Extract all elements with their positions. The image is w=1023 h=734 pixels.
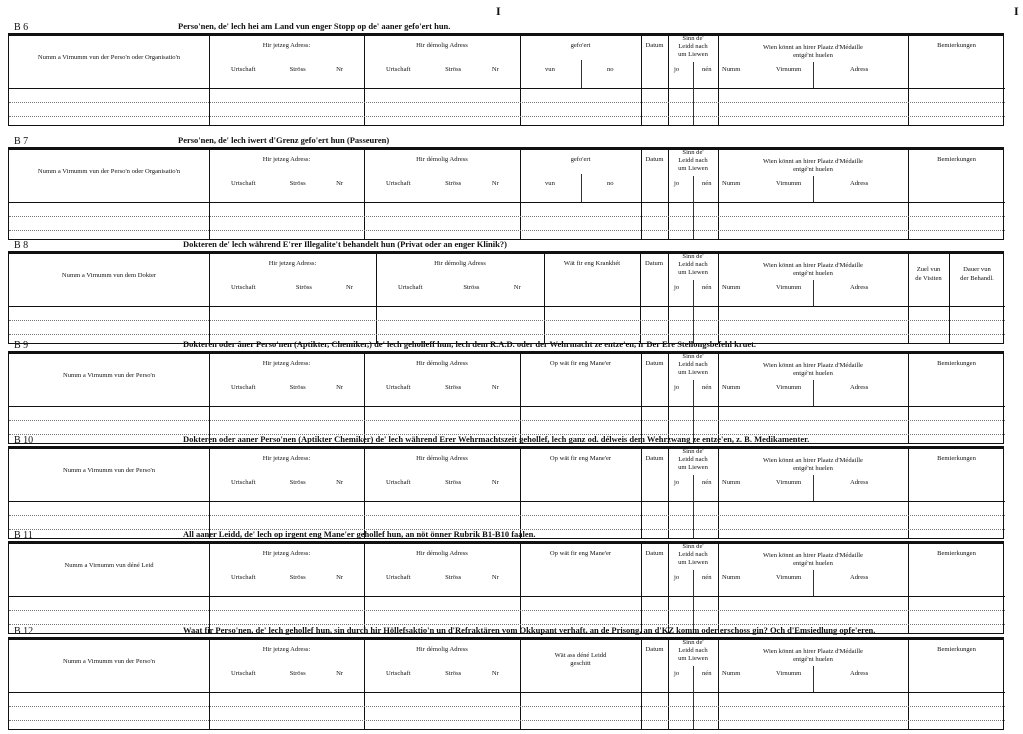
zuel-header: de Visiten	[915, 275, 942, 282]
urtschaft-label: Urtschaft	[231, 670, 256, 677]
urtschaft-label: Urtschaft	[231, 479, 256, 486]
vun-label: vun	[545, 180, 555, 187]
datum-header: Datum	[645, 42, 664, 49]
section-code: B 8	[14, 240, 29, 251]
sinn-header: um Liewen	[678, 559, 708, 566]
medaille-split	[813, 62, 814, 88]
sinn-header: Leidd nach	[678, 43, 708, 50]
no-label: no	[607, 66, 614, 73]
virnumm-label: Virnumm	[776, 670, 802, 677]
extra-header: Wät fir eng Krankhét	[563, 260, 621, 267]
zuel-header: Zuel vun	[916, 266, 941, 273]
address-group-header: Hir jetzeg Adress:	[262, 42, 311, 49]
stross-label: Ströss	[289, 670, 306, 677]
medaille-header: Wien könnt an hirer Plaatz d'Médaille	[763, 44, 863, 51]
page-mark: I	[496, 4, 501, 18]
urtschaft-label: Urtschaft	[386, 180, 411, 187]
stross-label: Ströss	[445, 670, 462, 677]
nr-label: Nr	[336, 670, 344, 677]
medaille-header: Wien könnt an hirer Plaatz d'Médaille	[763, 362, 863, 369]
urtschaft-label: Urtschaft	[386, 574, 411, 581]
entry-row[interactable]	[9, 720, 1005, 721]
numm-label: Numm	[722, 479, 741, 486]
urtschaft-label: Urtschaft	[386, 384, 411, 391]
vun-label: vun	[545, 66, 555, 73]
nr-label: Nr	[336, 384, 344, 391]
sinn-header: um Liewen	[678, 51, 708, 58]
entry-row[interactable]	[9, 515, 1005, 516]
header-rule	[9, 88, 1005, 89]
stross-label: Ströss	[295, 284, 312, 291]
datum-header: Datum	[645, 156, 664, 163]
form-section	[8, 527, 1004, 638]
sinn-header: Leidd nach	[678, 647, 708, 654]
section-title: Dokteren oder âner Perso'nen (Aptikter, Chemiker,) de' lech geholleff hun, lech dem R.A.D. oder der Wehrmacht ze entze'en, ir Der Ere Stellongsbefehl kruet.	[183, 339, 757, 349]
remarks-header: Bemierkungen	[937, 550, 976, 557]
sinn-header: Sinn de'	[682, 35, 704, 42]
gefoert-header: gefo'ert	[570, 42, 591, 49]
page-mark: I	[1014, 4, 1019, 18]
medaille-header: entgé'nt huelen	[793, 560, 833, 567]
urtschaft-label: Urtschaft	[386, 670, 411, 677]
entry-row[interactable]	[9, 334, 1005, 335]
section-table	[8, 448, 1004, 539]
sinn-header: Leidd nach	[678, 157, 708, 164]
numm-label: Numm	[722, 180, 741, 187]
stross-label: Ströss	[445, 180, 462, 187]
sinn-header: Sinn de'	[682, 149, 704, 156]
stross-label: Ströss	[289, 384, 306, 391]
extra-header: Op wät fir eng Mane'er	[549, 550, 612, 557]
stross-label: Ströss	[445, 66, 462, 73]
medaille-split	[813, 280, 814, 306]
remarks-header: Bemierkungen	[937, 646, 976, 653]
section-title: Dokteren oder aaner Perso'nen (Aptikter Chemiker) de' lech während Erer Wehrmachtszeit gehollef, lech ganz od. délweis dem Wehrzwang ze entze'en, z. B. Medikamenter.	[183, 434, 810, 444]
nr-label: Nr	[513, 284, 521, 291]
sinn-header: Sinn de'	[682, 448, 704, 455]
extra-header: Wät ass déné Leidd	[554, 652, 607, 659]
urtschaft-label: Urtschaft	[231, 66, 256, 73]
jo-label: jo	[674, 180, 680, 187]
jo-label: jo	[674, 66, 680, 73]
header-rule	[9, 406, 1005, 407]
nr-label: Nr	[345, 284, 353, 291]
gefoert-split	[581, 174, 582, 202]
sinn-header: um Liewen	[678, 655, 708, 662]
medaille-header: entgé'nt huelen	[793, 52, 833, 59]
stross-label: Ströss	[289, 574, 306, 581]
address-group-header: Hir jetzeg Adress:	[262, 550, 311, 557]
name-column-header: Numm a Virnumm vun déné Leid	[64, 562, 154, 569]
nr-label: Nr	[491, 574, 499, 581]
sinn-header: Leidd nach	[678, 361, 708, 368]
nr-label: Nr	[336, 574, 344, 581]
urtschaft-label: Urtschaft	[231, 574, 256, 581]
entry-row[interactable]	[9, 116, 1005, 117]
sinn-header: Sinn de'	[682, 639, 704, 646]
nr-label: Nr	[336, 479, 344, 486]
form-section	[8, 19, 1004, 130]
datum-header: Datum	[645, 646, 664, 653]
section-title: Perso'nen, de' lech iwert d'Grenz gefo'ert hun (Passeuren)	[178, 135, 390, 145]
address-group-header: Hir jetzeg Adress:	[268, 260, 317, 267]
urtschaft-label: Urtschaft	[231, 180, 256, 187]
entry-row[interactable]	[9, 102, 1005, 103]
address-group-header: Hir jetzeg Adress:	[262, 156, 311, 163]
name-column-header: Numm a Virnumm vun der Perso'n oder Organisatio'n	[37, 54, 181, 61]
address-group-header: Hir démolig Adress	[416, 455, 468, 462]
section-code: B 12	[14, 626, 34, 637]
medaille-split	[813, 380, 814, 406]
stross-label: Ströss	[445, 574, 462, 581]
section-code: B 10	[14, 435, 34, 446]
virnumm-label: Virnumm	[776, 180, 802, 187]
adress-label: Adress	[850, 180, 869, 187]
nr-label: Nr	[491, 384, 499, 391]
stross-label: Ströss	[445, 479, 462, 486]
nr-label: Nr	[336, 180, 344, 187]
header-rule	[9, 692, 1005, 693]
header-rule	[9, 306, 1005, 307]
sinn-header: um Liewen	[678, 269, 708, 276]
section-code: B 11	[14, 530, 33, 541]
gefoert-split	[581, 60, 582, 88]
dauer-header: Dauer vun	[963, 266, 991, 273]
sinn-header: Leidd nach	[678, 261, 708, 268]
adress-label: Adress	[850, 284, 869, 291]
name-column-header: Numm a Virnumm vun der Perso'n	[62, 467, 156, 474]
medaille-header: entgé'nt huelen	[793, 656, 833, 663]
jo-label: jo	[674, 284, 680, 291]
nen-label: nén	[702, 66, 712, 73]
name-column-header: Numm a Virnumm vun der Perso'n	[62, 372, 156, 379]
section-table	[8, 149, 1004, 240]
virnumm-label: Virnumm	[776, 284, 802, 291]
stross-label: Ströss	[289, 180, 306, 187]
extra-header: Op wät fir eng Mane'er	[549, 360, 612, 367]
section-title: Waat fir Perso'nen, de' lech gehollef hun, sin durch hir Höllefsaktio'n un d'Refraktären vom Okkupant verhaft, an de Prisong, an d'KZ komm oder erschoss gin? Och d'Emsiedlung opfe'eren.	[183, 625, 876, 635]
medaille-header: Wien könnt an hirer Plaatz d'Médaille	[763, 552, 863, 559]
jo-label: jo	[674, 670, 680, 677]
urtschaft-label: Urtschaft	[231, 284, 256, 291]
nen-label: nén	[702, 180, 712, 187]
extra-header: geschitt	[570, 660, 591, 667]
address-group-header: Hir démolig Adress	[416, 646, 468, 653]
stross-label: Ströss	[289, 479, 306, 486]
sinn-header: Sinn de'	[682, 353, 704, 360]
section-title: Perso'nen, de' lech hei am Land vun enger Stopp op de' aaner gefo'ert hun.	[178, 21, 451, 31]
jo-label: jo	[674, 479, 680, 486]
address-group-header: Hir démolig Adress	[434, 260, 486, 267]
address-group-header: Hir démolig Adress	[416, 156, 468, 163]
address-group-header: Hir démolig Adress	[416, 550, 468, 557]
header-rule	[9, 501, 1005, 502]
address-group-header: Hir démolig Adress	[416, 42, 468, 49]
section-code: B 6	[14, 22, 29, 33]
entry-row[interactable]	[9, 230, 1005, 231]
datum-header: Datum	[645, 455, 664, 462]
medaille-header: Wien könnt an hirer Plaatz d'Médaille	[763, 158, 863, 165]
dauer-header: der Behandl.	[960, 275, 994, 282]
name-column-header: Numm a Virnumm vun der Perso'n oder Organisatio'n	[37, 168, 181, 175]
entry-row[interactable]	[9, 216, 1005, 217]
medaille-split	[813, 176, 814, 202]
urtschaft-label: Urtschaft	[386, 66, 411, 73]
datum-header: Datum	[645, 360, 664, 367]
nen-label: nén	[702, 574, 712, 581]
adress-label: Adress	[850, 479, 869, 486]
sinn-header: um Liewen	[678, 464, 708, 471]
entry-row[interactable]	[9, 420, 1005, 421]
medaille-header: Wien könnt an hirer Plaatz d'Médaille	[763, 457, 863, 464]
sinn-header: um Liewen	[678, 369, 708, 376]
medaille-header: entgé'nt huelen	[793, 465, 833, 472]
nr-label: Nr	[491, 66, 499, 73]
medaille-split	[813, 570, 814, 596]
form-section	[8, 133, 1004, 244]
medaille-header: entgé'nt huelen	[793, 166, 833, 173]
virnumm-label: Virnumm	[776, 479, 802, 486]
section-table	[8, 543, 1004, 634]
nr-label: Nr	[491, 180, 499, 187]
medaille-header: entgé'nt huelen	[793, 370, 833, 377]
stross-label: Ströss	[445, 384, 462, 391]
form-section	[8, 237, 1004, 348]
numm-label: Numm	[722, 574, 741, 581]
numm-label: Numm	[722, 384, 741, 391]
section-title: All aaner Leidd, de' lech op irgent eng Mane'er gehollef hun, an nöt önner Rubrik B1-B10 faalen.	[183, 529, 536, 539]
section-code: B 7	[14, 136, 29, 147]
urtschaft-label: Urtschaft	[386, 479, 411, 486]
medaille-split	[813, 475, 814, 501]
medaille-header: Wien könnt an hirer Plaatz d'Médaille	[763, 262, 863, 269]
section-title: Dokteren de' lech während E'rer Illegalite't behandelt hun (Privat oder an enger Klinik?)	[183, 239, 507, 249]
gefoert-header: gefo'ert	[570, 156, 591, 163]
name-column-header: Numm a Virnumm vun dem Dokter	[61, 272, 157, 279]
jo-label: jo	[674, 574, 680, 581]
section-table	[8, 35, 1004, 126]
urtschaft-label: Urtschaft	[231, 384, 256, 391]
medaille-header: entgé'nt huelen	[793, 270, 833, 277]
adress-label: Adress	[850, 574, 869, 581]
nr-label: Nr	[491, 670, 499, 677]
entry-row[interactable]	[9, 610, 1005, 611]
datum-header: Datum	[645, 260, 663, 267]
datum-header: Datum	[645, 550, 664, 557]
stross-label: Ströss	[289, 66, 306, 73]
address-group-header: Hir démolig Adress	[416, 360, 468, 367]
address-group-header: Hir jetzeg Adress:	[262, 360, 311, 367]
nr-label: Nr	[336, 66, 344, 73]
entry-row[interactable]	[9, 706, 1005, 707]
entry-row[interactable]	[9, 320, 1005, 321]
section-code: B 9	[14, 340, 29, 351]
numm-label: Numm	[722, 66, 741, 73]
extra-header: Op wät fir eng Mane'er	[549, 455, 612, 462]
virnumm-label: Virnumm	[776, 384, 802, 391]
nr-label: Nr	[491, 479, 499, 486]
sinn-header: Leidd nach	[678, 551, 708, 558]
header-rule	[9, 596, 1005, 597]
address-group-header: Hir jetzeg Adress:	[262, 646, 311, 653]
medaille-header: Wien könnt an hirer Plaatz d'Médaille	[763, 648, 863, 655]
name-column-header: Numm a Virnumm vun der Perso'n	[62, 658, 156, 665]
numm-label: Numm	[722, 670, 741, 677]
nen-label: nén	[702, 479, 712, 486]
stross-label: Ströss	[463, 284, 480, 291]
sinn-header: Sinn de'	[682, 253, 704, 260]
virnumm-label: Virnumm	[776, 574, 802, 581]
remarks-header: Bemierkungen	[937, 360, 976, 367]
adress-label: Adress	[850, 66, 869, 73]
form-section	[8, 623, 1004, 734]
sinn-header: Leidd nach	[678, 456, 708, 463]
urtschaft-label: Urtschaft	[398, 284, 423, 291]
remarks-header: Bemierkungen	[937, 156, 976, 163]
section-table	[8, 639, 1004, 730]
sinn-header: Sinn de'	[682, 543, 704, 550]
nen-label: nén	[702, 670, 712, 677]
adress-label: Adress	[850, 670, 869, 677]
jo-label: jo	[674, 384, 680, 391]
virnumm-label: Virnumm	[776, 66, 802, 73]
medaille-split	[813, 666, 814, 692]
remarks-header: Bemierkungen	[937, 455, 976, 462]
nen-label: nén	[702, 284, 712, 291]
remarks-header: Bemierkungen	[937, 42, 976, 49]
sinn-header: um Liewen	[678, 165, 708, 172]
no-label: no	[607, 180, 614, 187]
section-table	[8, 353, 1004, 444]
address-group-header: Hir jetzeg Adress:	[262, 455, 311, 462]
nen-label: nén	[702, 384, 712, 391]
header-rule	[9, 202, 1005, 203]
section-table	[8, 253, 1004, 344]
numm-label: Numm	[722, 284, 741, 291]
adress-label: Adress	[850, 384, 869, 391]
